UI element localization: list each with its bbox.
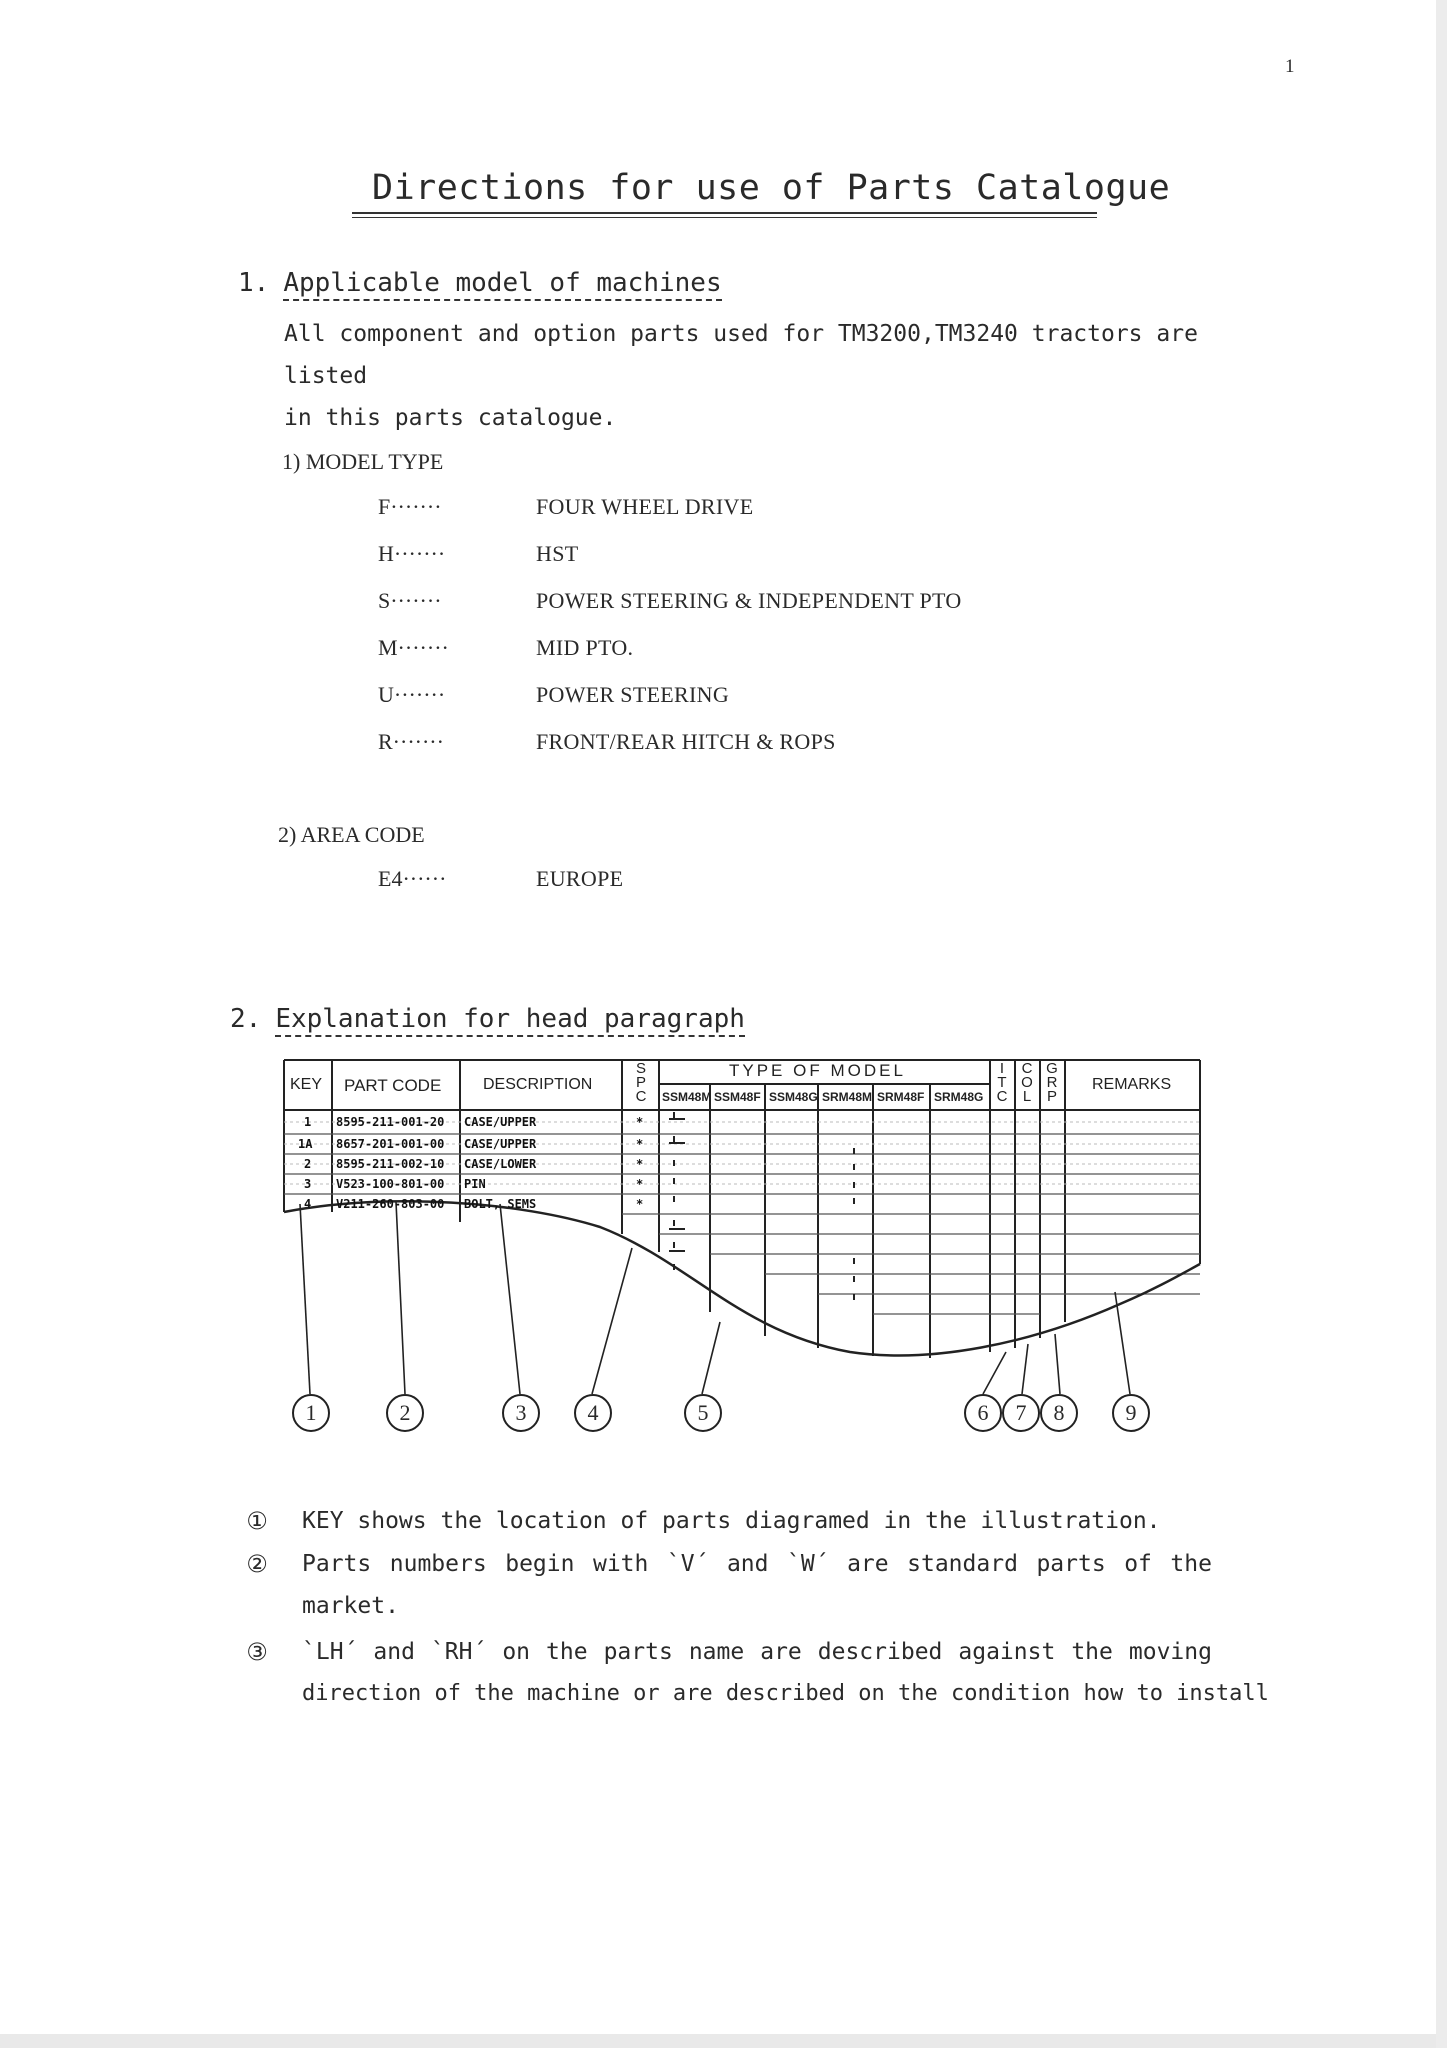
col-header-description: DESCRIPTION: [483, 1076, 593, 1093]
note-text-line: [302, 1543, 1212, 1585]
callout-8: 8: [1040, 1394, 1078, 1432]
note-marker: ①: [246, 1507, 268, 1535]
note-word: the: [546, 1639, 588, 1665]
note-marker: ③: [246, 1638, 268, 1666]
callout-5: 5: [684, 1394, 722, 1432]
row-key: 1A: [298, 1137, 313, 1151]
spc-letter: C: [635, 1088, 647, 1105]
head-paragraph-figure: [270, 1052, 1210, 1452]
note-word: parts: [603, 1639, 673, 1665]
note-word: `V´: [666, 1551, 709, 1577]
note-text: direction of the machine or are described on the condition how to install: [302, 1681, 1269, 1706]
note-text: KEY shows the location of parts diagramed in the illustration.: [302, 1508, 1161, 1534]
itc-letter: T: [997, 1074, 1007, 1091]
section-2-heading: [230, 1004, 745, 1034]
section-1-intro-line-1: All component and option parts used for TM3200,TM3240 tractors are listed: [284, 321, 1198, 389]
model-meaning: MID PTO.: [536, 635, 634, 660]
model-type-row: [378, 682, 1078, 712]
note-word: parts: [1036, 1551, 1106, 1577]
row-part-code: V211-260-803-00: [336, 1197, 445, 1211]
title-underline: [352, 212, 1097, 218]
section-2-number: 2.: [230, 1004, 262, 1034]
col-header-remarks: REMARKS: [1092, 1076, 1172, 1093]
grp-letter: R: [1046, 1074, 1058, 1091]
note-word: and: [726, 1551, 769, 1577]
callout-7: 7: [1002, 1394, 1040, 1432]
section-2-title: Explanation for head paragraph: [275, 1004, 745, 1037]
note-word: the: [1170, 1551, 1212, 1577]
callout-2: 2: [386, 1394, 424, 1432]
model-meaning: POWER STEERING & INDEPENDENT PTO: [536, 588, 962, 613]
row-key: 1: [304, 1115, 312, 1129]
row-spc: *: [636, 1137, 644, 1151]
itc-letter: I: [999, 1060, 1005, 1077]
note-word: `W´: [787, 1551, 829, 1577]
page-title: Directions for use of Parts Catalogue: [372, 168, 1171, 208]
model-code: H·······: [378, 541, 446, 566]
callout-3: 3: [502, 1394, 540, 1432]
model-code: M·······: [378, 635, 449, 660]
col-letter: C: [1021, 1060, 1033, 1077]
section-1-intro: [284, 313, 1284, 439]
row-part-code: 8595-211-002-10: [336, 1157, 445, 1171]
callout-9: 9: [1112, 1394, 1150, 1432]
model-type-row: [378, 494, 1078, 524]
row-part-code: V523-100-801-00: [336, 1177, 445, 1191]
note-word: moving: [1128, 1639, 1212, 1665]
col-header-key: KEY: [290, 1076, 323, 1093]
note-word: of: [1124, 1551, 1152, 1577]
note-word: against: [958, 1639, 1056, 1665]
note-word: begin: [505, 1551, 575, 1577]
note-marker: ②: [246, 1550, 268, 1578]
row-description: CASE/UPPER: [464, 1115, 537, 1129]
model-type-heading: 1) MODEL TYPE: [282, 449, 444, 474]
page-number: 1: [1285, 56, 1295, 77]
note-word: on: [502, 1639, 531, 1665]
model-header: SRM48G: [934, 1090, 984, 1104]
model-header: SSM48M: [662, 1090, 712, 1104]
section-1-heading: [238, 268, 722, 298]
grp-letter: G: [1046, 1060, 1058, 1077]
row-spc: *: [636, 1177, 644, 1191]
row-part-code: 8595-211-001-20: [336, 1115, 445, 1129]
grp-letter: P: [1046, 1088, 1057, 1105]
model-meaning: FRONT/REAR HITCH & ROPS: [536, 729, 836, 754]
section-1-title: Applicable model of machines: [283, 268, 721, 301]
model-header: SSM48F: [714, 1090, 761, 1104]
section-1-intro-line-2: in this parts catalogue.: [284, 405, 617, 431]
col-header-itc: [991, 1062, 1013, 1104]
area-meaning: EUROPE: [536, 866, 624, 891]
row-spc: *: [636, 1197, 644, 1211]
row-key: 4: [304, 1197, 312, 1211]
note-word: `LH´: [302, 1639, 358, 1665]
note-word: and: [373, 1639, 415, 1665]
page-edge-shadow-right: [1436, 0, 1447, 2048]
area-code: E4······: [378, 866, 447, 891]
area-code-heading: 2) AREA CODE: [278, 822, 425, 847]
model-code: F·······: [378, 494, 442, 519]
row-part-code: 8657-201-001-00: [336, 1137, 445, 1151]
model-type-row: [378, 541, 1078, 571]
row-description: CASE/LOWER: [464, 1157, 537, 1171]
note-word: with: [592, 1551, 649, 1577]
section-1-number: 1.: [238, 268, 270, 298]
col-letter: O: [1021, 1074, 1033, 1091]
row-description: BOLT, SEMS: [464, 1197, 537, 1211]
row-key: 2: [304, 1157, 312, 1171]
model-code: R·······: [378, 729, 444, 754]
note-word: name: [688, 1639, 745, 1665]
note-word: are: [847, 1551, 889, 1577]
callout-6: 6: [964, 1394, 1002, 1432]
col-header-col: [1016, 1062, 1038, 1104]
model-type-row: [378, 729, 1078, 759]
note-word: `RH´: [430, 1639, 487, 1665]
model-code: S·······: [378, 588, 442, 613]
callout-1: 1: [292, 1394, 330, 1432]
note-word: the: [1071, 1639, 1113, 1665]
model-meaning: FOUR WHEEL DRIVE: [536, 494, 754, 519]
model-meaning: HST: [536, 541, 579, 566]
row-key: 3: [304, 1177, 312, 1191]
col-header-part-code: PART CODE: [344, 1076, 442, 1095]
model-code: U·······: [378, 682, 446, 707]
model-type-row: [378, 588, 1078, 618]
note-word: standard: [907, 1551, 1018, 1577]
parts-table-illustration: [270, 1052, 1210, 1452]
note-text-line: [302, 1631, 1212, 1673]
note-word: numbers: [389, 1551, 487, 1577]
note-word: Parts: [302, 1551, 372, 1577]
col-header-spc: [630, 1062, 652, 1104]
spc-letter: S: [635, 1060, 646, 1077]
note-word: described: [817, 1639, 943, 1665]
row-spc: *: [636, 1115, 644, 1129]
col-header-grp: [1041, 1062, 1063, 1104]
page-edge-shadow: [0, 2034, 1447, 2048]
callout-4: 4: [574, 1394, 612, 1432]
row-spc: *: [636, 1157, 644, 1171]
col-letter: L: [1022, 1088, 1032, 1105]
model-type-row: [378, 635, 1078, 665]
spc-letter: P: [635, 1074, 646, 1091]
model-header: SRM48F: [877, 1090, 925, 1104]
col-header-type-of-model: TYPE OF MODEL: [729, 1061, 906, 1080]
row-description: PIN: [464, 1177, 486, 1191]
model-meaning: POWER STEERING: [536, 682, 730, 707]
row-description: CASE/UPPER: [464, 1137, 537, 1151]
itc-letter: C: [996, 1088, 1008, 1105]
area-code-row: [378, 866, 1078, 896]
model-header: SSM48G: [769, 1090, 818, 1104]
note-text: market.: [302, 1593, 399, 1619]
note-word: are: [760, 1639, 802, 1665]
model-header: SRM48M: [822, 1090, 873, 1104]
